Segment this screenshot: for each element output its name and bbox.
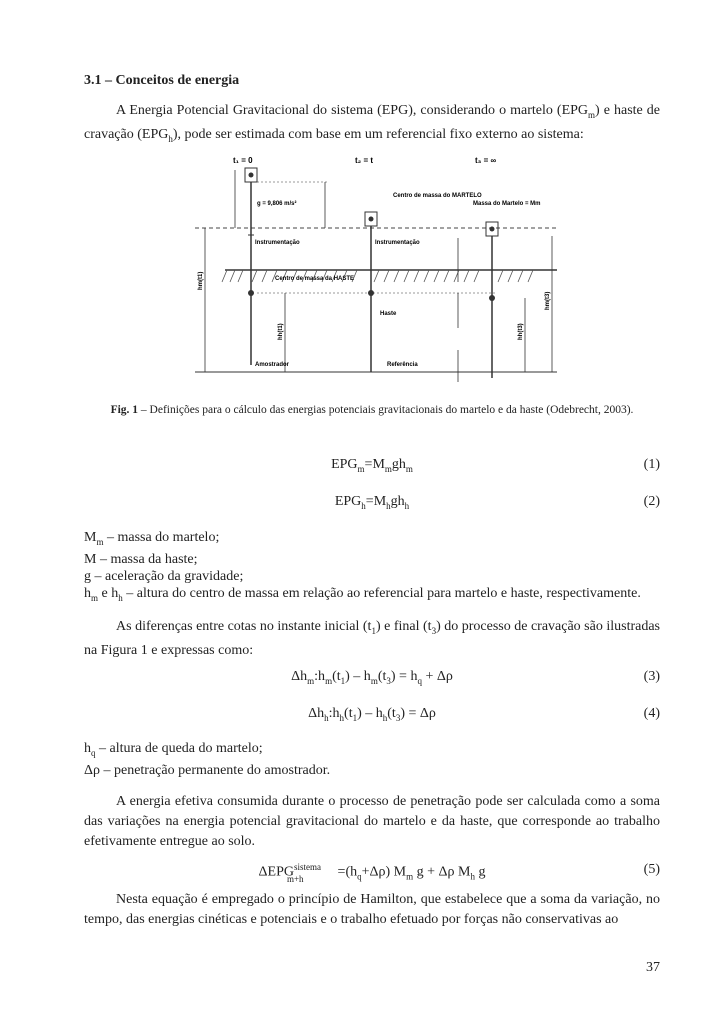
figure-caption: Fig. 1 – Definições para o cálculo das energias potenciais gravitacionais do martelo e da haste (Odebrecht, 2003).: [110, 404, 634, 416]
page-number: 37: [646, 960, 660, 975]
section-title: 3.1 – Conceitos de energia: [84, 73, 240, 88]
definitions-2: $h_q$ – altura de queda do martelo; Δρ – penetração permanente do amostrador.: [84, 741, 331, 778]
paragraph-intro: A Energia Potencial Gravitacional do sistema (EPG), considerando o martelo $(EPG_m)$ e haste de cravação $(EPG_h)$, pode ser estimada com base em um referencial fixo externo ao sistema:: [84, 103, 660, 144]
label-haste: Haste: [380, 311, 397, 317]
label-instr2: Instrumentação: [375, 240, 420, 246]
label-t3: t₃ = ∞: [475, 156, 497, 165]
label-referencia: Referência: [387, 362, 418, 368]
label-hm1: hm(t1): [198, 271, 204, 290]
figure-energy-diagram: [195, 150, 565, 390]
label-massa-martelo: Massa do Martelo = Mm: [473, 201, 541, 207]
label-hh3: hh(t3): [518, 323, 524, 340]
paragraph-hamilton: Nesta equação é empregado o princípio de Hamilton, que estabelece que a soma da variação, no tempo, das energias cinéticas e potenciais e o trabalho efetuado por forças não conservativas ao: [84, 892, 660, 927]
label-cm-haste: Centro de massa da HASTE: [275, 276, 355, 282]
label-hm3: hm(t3): [545, 291, 551, 310]
label-cm-martelo: Centro de massa do MARTELO: [393, 193, 482, 199]
definitions-1: $M_m$ – massa do martelo; M – massa da haste; g – aceleração da gravidade; $h_m$ e $h_h$ – altura do centro de massa em relação ao referencial para martelo e haste, respectivamente.: [84, 530, 641, 603]
paragraph-differences: As diferenças entre cotas no instante inicial $(t_1)$ e final $(t_3)$ do processo de cravação são ilustradas na Figura 1 e expressas como:: [84, 619, 661, 658]
label-amostrador: Amostrador: [255, 362, 290, 368]
paragraph-energy: A energia efetiva consumida durante o processo de penetração pode ser calculada como a soma das variações na energia potencial gravitacional do martelo e da haste, que corresponde ao trabalho efetivamente entregue ao solo.: [84, 794, 660, 849]
label-t2: t₂ = t: [355, 156, 373, 165]
label-t1: t₁ = 0: [233, 156, 253, 165]
label-hh1: hh(t1): [278, 323, 284, 340]
label-instr1: Instrumentação: [255, 240, 300, 246]
label-g: g = 9,806 m/s²: [257, 201, 297, 207]
